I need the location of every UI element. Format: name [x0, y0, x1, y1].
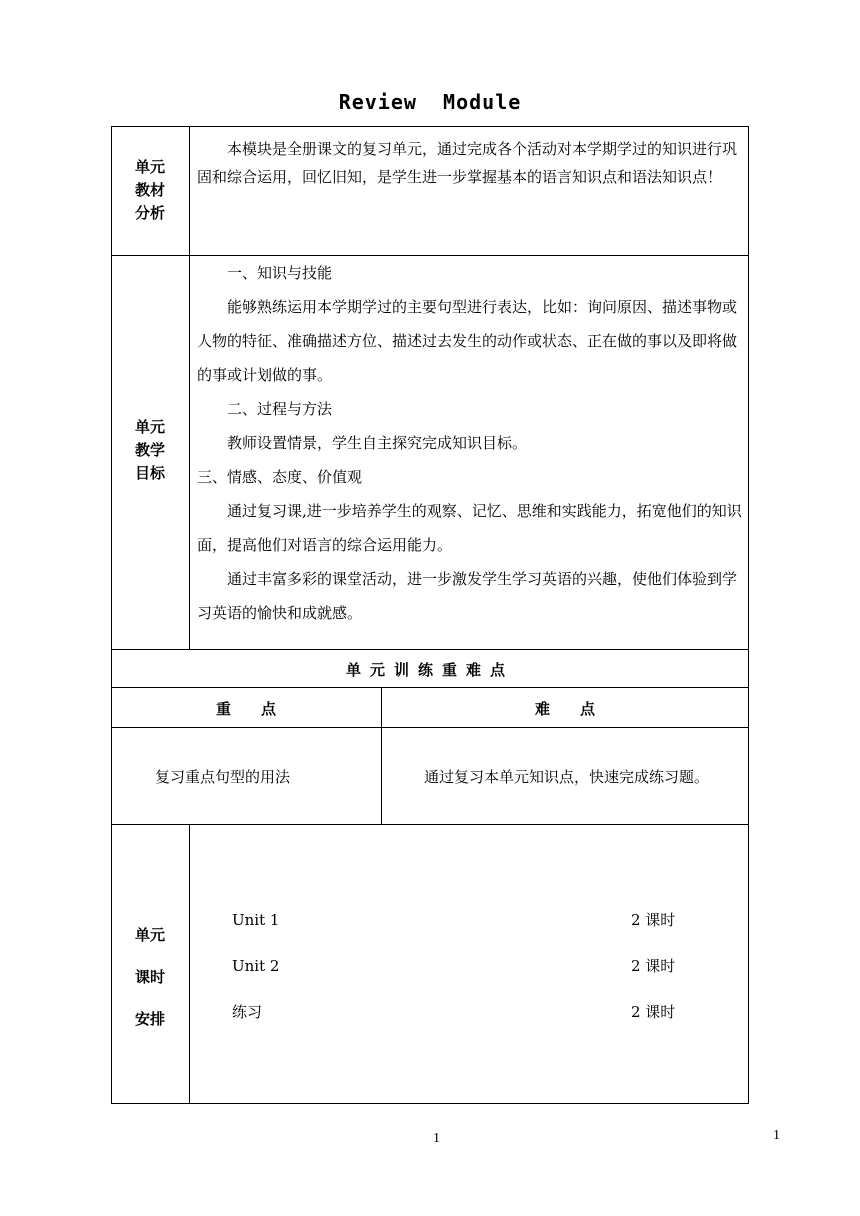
row-divider	[111, 687, 749, 688]
row-divider	[111, 727, 749, 728]
schedule-item-hours: 2 课时	[631, 957, 676, 975]
table-border-right	[748, 126, 749, 1104]
label-column-divider	[189, 824, 190, 1104]
objective-heading: 一、知识与技能	[227, 264, 333, 282]
schedule-label: 单元 课时 安排	[134, 926, 165, 1028]
objective-paragraph: 能够熟练运用本学期学过的主要句型进行表达，比如：询问原因、描述事物或人物的特征、准确描述方位、描述过去发生的动作或状态、正在做的事以及即将做的事或计划做的事。	[197, 298, 738, 384]
difficult-point-text: 通过复习本单元知识点，快速完成练习题。	[424, 768, 710, 786]
analysis-label: 单元 教材 分析	[134, 158, 165, 222]
objectives-text	[197, 256, 745, 630]
row-divider	[111, 824, 749, 825]
table-border-bottom	[111, 1103, 749, 1104]
page-number-center: 1	[433, 1131, 440, 1146]
objective-paragraph: 通过复习课,进一步培养学生的观察、记忆、思维和实践能力，拓宽他们的知识面，提高他们对语言的综合运用能力。	[197, 502, 742, 554]
key-points-heading: 单元训练重难点	[345, 661, 514, 679]
schedule-item-name: Unit 2	[232, 957, 280, 975]
lesson-plan-table	[111, 126, 749, 1104]
schedule-item-hours: 2 课时	[631, 1003, 676, 1021]
row-divider	[111, 649, 749, 650]
objective-paragraph: 通过丰富多彩的课堂活动，进一步激发学生学习英语的兴趣，使他们体验到学习英语的愉快和成就感。	[197, 570, 738, 622]
key-point-text: 复习重点句型的用法	[155, 768, 291, 786]
analysis-text: 本模块是全册课文的复习单元，通过完成各个活动对本学期学过的知识进行巩固和综合运用，回忆旧知，是学生进一步掌握基本的语言知识点和语法知识点！	[197, 140, 738, 186]
difficult-column-header: 难 点	[534, 700, 595, 718]
page-number-right: 1	[773, 1128, 780, 1143]
objective-paragraph: 教师设置情景，学生自主探究完成知识目标。	[227, 434, 528, 452]
page-title: Review Module	[338, 90, 522, 114]
schedule-item-hours: 2 课时	[631, 911, 676, 929]
objective-heading: 二、过程与方法	[227, 400, 333, 418]
objective-heading: 三、情感、态度、价值观	[197, 468, 363, 486]
key-column-header: 重 点	[215, 700, 276, 718]
label-column-divider	[189, 126, 190, 649]
schedule-item-name: 练习	[232, 1003, 263, 1021]
table-border-top	[111, 126, 749, 127]
objectives-label: 单元 教学 目标	[134, 418, 165, 482]
schedule-item-name: Unit 1	[232, 911, 280, 929]
